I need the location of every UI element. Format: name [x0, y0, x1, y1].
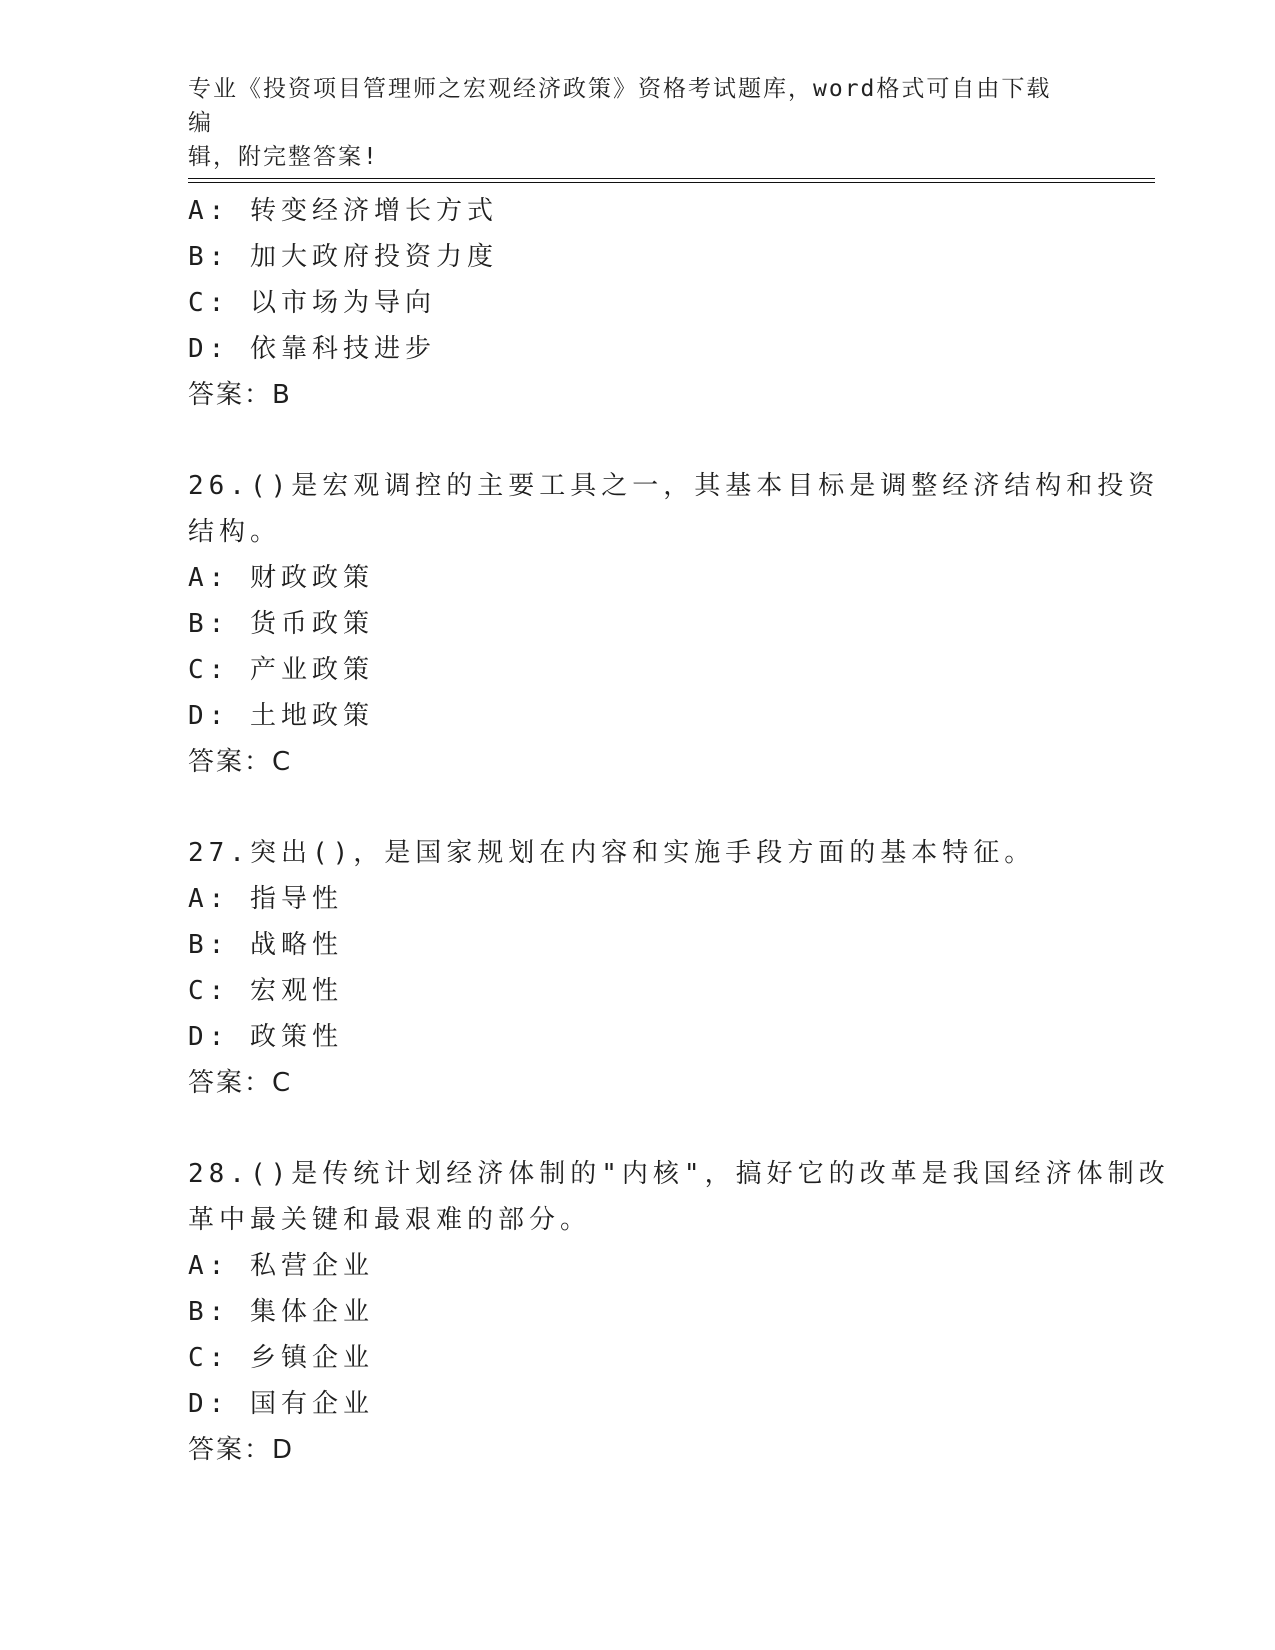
option-d: D: 依靠科技进步 — [188, 334, 436, 364]
question-stem-line: 26.()是宏观调控的主要工具之一，其基本目标是调整经济结构和投资 — [188, 471, 1160, 501]
question-block-26 — [188, 463, 1160, 785]
option-c: C: 产业政策 — [188, 655, 374, 685]
option-d: D: 国有企业 — [188, 1389, 374, 1419]
question-stem-line: 28.()是传统计划经济体制的"内核"，搞好它的改革是我国经济体制改 — [188, 1159, 1170, 1189]
spacer — [188, 418, 1088, 463]
option-b: B: 战略性 — [188, 930, 343, 960]
option-d: D: 政策性 — [188, 1022, 343, 1052]
option-c: C: 以市场为导向 — [188, 288, 436, 318]
question-stem-line: 结构。 — [188, 517, 282, 547]
question-block-25 — [188, 188, 1088, 418]
option-a: A: 私营企业 — [188, 1251, 374, 1281]
question-block-28 — [188, 1151, 1170, 1473]
question-stem-line: 27.突出()，是国家规划在内容和实施手段方面的基本特征。 — [188, 838, 1036, 868]
option-d: D: 土地政策 — [188, 701, 374, 731]
answer-line: 答案：D — [188, 1435, 295, 1465]
option-c: C: 乡镇企业 — [188, 1343, 374, 1373]
option-b: B: 集体企业 — [188, 1297, 374, 1327]
header-divider-bottom — [188, 182, 1155, 183]
header-line-1: 专业《投资项目管理师之宏观经济政策》资格考试题库，word格式可自由下载编 — [188, 76, 1052, 136]
answer-line: 答案：C — [188, 747, 293, 777]
option-b: B: 货币政策 — [188, 609, 374, 639]
spacer — [188, 785, 1088, 830]
option-a: A: 指导性 — [188, 884, 343, 914]
document-header — [188, 72, 1068, 174]
header-divider-top — [188, 178, 1155, 179]
answer-line: 答案：B — [188, 380, 292, 410]
option-c: C: 宏观性 — [188, 976, 343, 1006]
option-a: A: 转变经济增长方式 — [188, 196, 498, 226]
question-block-27 — [188, 830, 1088, 1106]
option-b: B: 加大政府投资力度 — [188, 242, 498, 272]
option-a: A: 财政政策 — [188, 563, 374, 593]
question-stem-line: 革中最关键和最艰难的部分。 — [188, 1205, 592, 1235]
question-list — [188, 188, 1170, 1473]
header-line-2: 辑，附完整答案! — [188, 144, 379, 170]
spacer — [188, 1106, 1088, 1151]
answer-line: 答案：C — [188, 1068, 293, 1098]
